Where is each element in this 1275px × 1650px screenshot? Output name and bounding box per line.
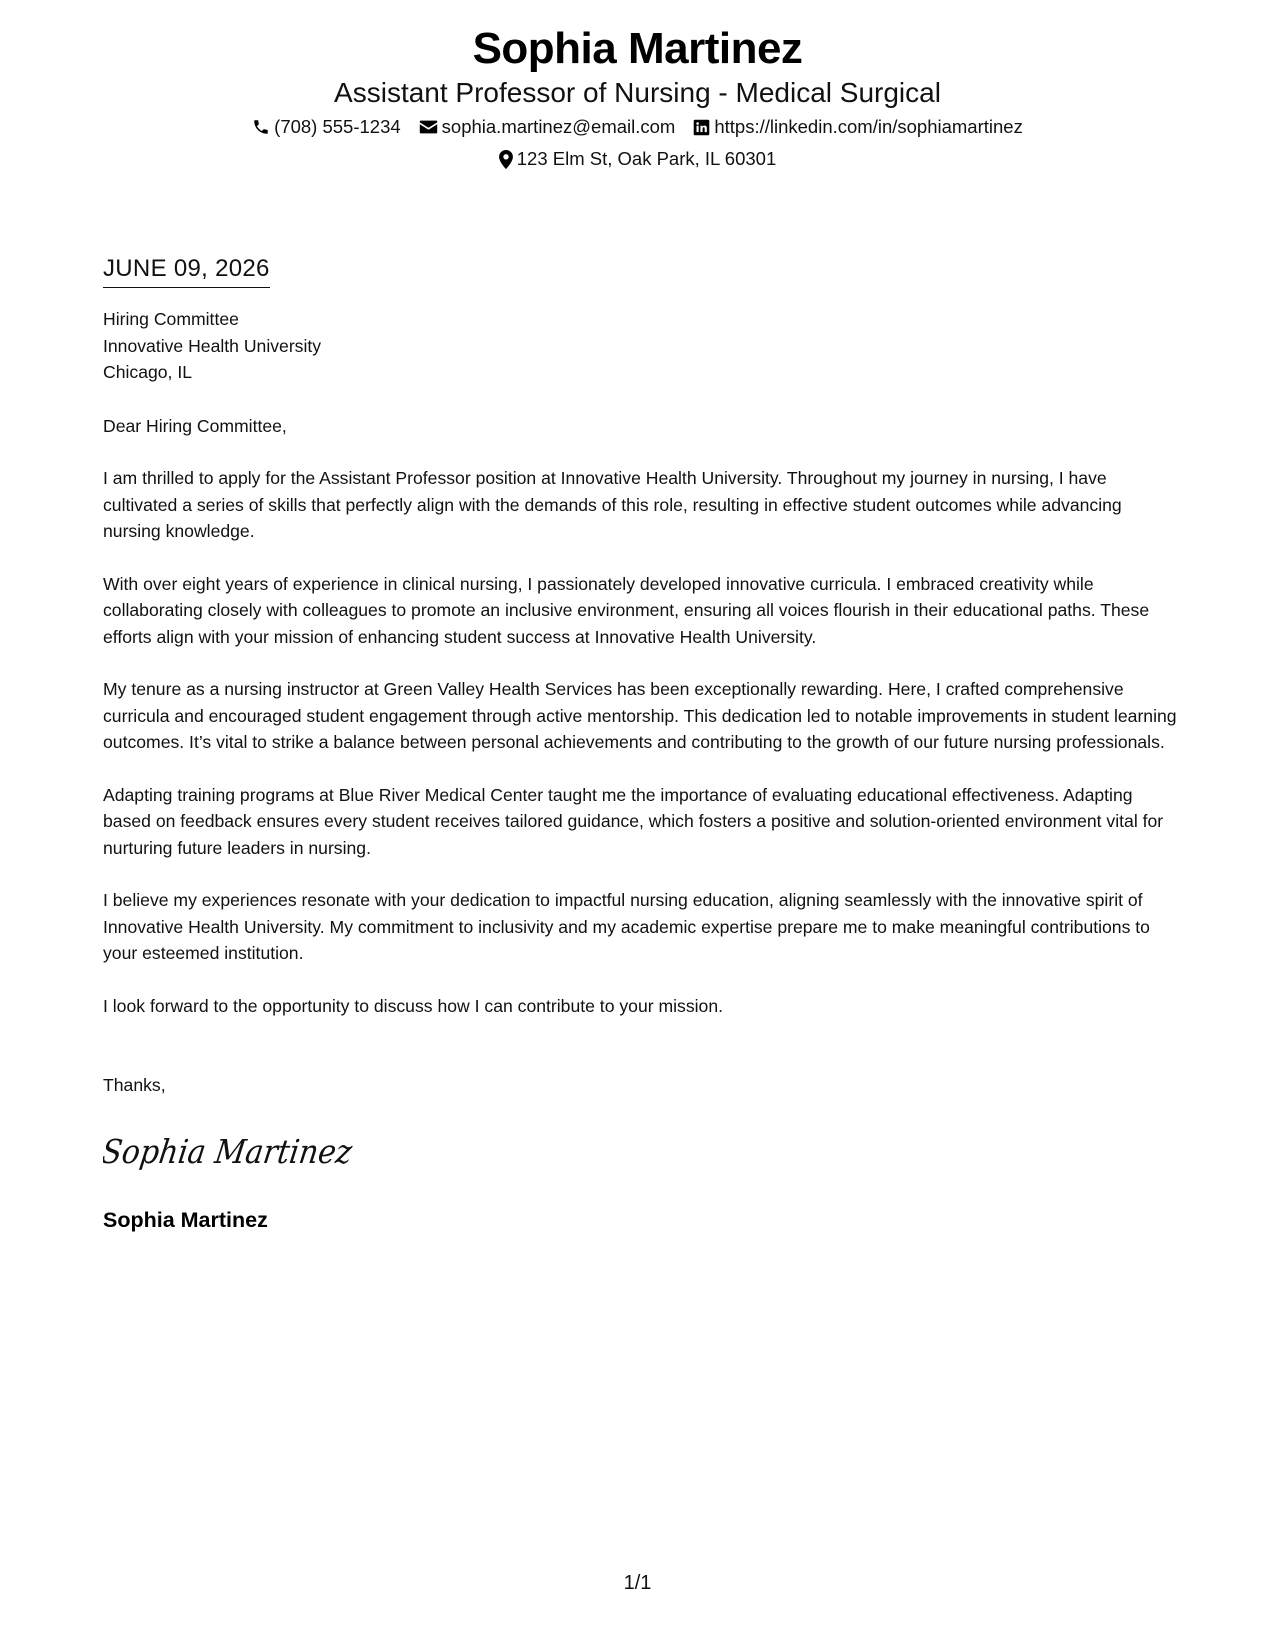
contact-linkedin[interactable] (693, 114, 1022, 140)
address-row (0, 146, 1275, 172)
recipient-line: Hiring Committee (103, 309, 239, 329)
recipient-block (103, 306, 1183, 386)
letter-header (0, 22, 1275, 172)
signer-name: Sophia Martinez (103, 1208, 268, 1232)
letter-body (103, 254, 1183, 1234)
salutation: Dear Hiring Committee, (103, 415, 287, 436)
recipient-line: Chicago, IL (103, 362, 192, 382)
contact-email[interactable] (419, 114, 676, 140)
envelope-icon (419, 119, 438, 135)
email-link[interactable]: sophia.martinez@email.com (441, 116, 676, 137)
body-paragraph: I believe my experiences resonate with your dedication to impactful nursing education, aligning seamlessly with the innovative spirit of Innovative Health University. My commitment to inclusivity and my academic expertise prepare me to make meaningful contributions to your esteemed institution. (103, 890, 1150, 963)
phone-icon (252, 118, 270, 136)
applicant-title: Assistant Professor of Nursing - Medical Surgical (334, 77, 941, 108)
body-paragraph: I look forward to the opportunity to discuss how I can contribute to your mission. (103, 995, 723, 1016)
address-text: 123 Elm St, Oak Park, IL 60301 (516, 148, 777, 169)
applicant-name: Sophia Martinez (472, 24, 803, 73)
body-paragraph: My tenure as a nursing instructor at Green Valley Health Services has been exceptionally rewarding. Here, I crafted comprehensive curricula and encouraged student engagement through active mentorship. This dedication led to notable improvements in student learning outcomes. It’s vital to strike a balance between personal achievements and contributing to the growth of our future nursing professionals. (103, 679, 1177, 752)
linkedin-link[interactable]: https://linkedin.com/in/sophiamartinez (714, 116, 1023, 137)
letter-date: JUNE 09, 2026 (103, 254, 270, 288)
signature-text: Sophia Martinez (103, 1131, 363, 1171)
contact-phone (252, 114, 401, 140)
body-paragraph: I am thrilled to apply for the Assistant Professor position at Innovative Health University. Throughout my journey in nursing, I have cultivated a series of skills that perfectly align with the demands of this role, resulting in effective student outcomes while advancing nursing knowledge. (103, 468, 1122, 541)
contact-address (499, 146, 776, 172)
linkedin-icon (693, 119, 710, 136)
body-paragraph: With over eight years of experience in clinical nursing, I passionately developed innovative curricula. I embraced creativity while collaborating closely with colleagues to promote an inclusive environment, ensuring all voices flourish in their educational paths. These efforts align with your mission of enhancing student success at Innovative Health University. (103, 573, 1150, 647)
page-number: 1/1 (623, 1572, 652, 1594)
map-pin-icon (499, 150, 513, 169)
signature-image (103, 1129, 363, 1175)
contact-row (0, 114, 1275, 140)
phone-text: (708) 555-1234 (274, 116, 401, 137)
recipient-line: Innovative Health University (103, 335, 322, 356)
body-paragraph: Adapting training programs at Blue River Medical Center taught me the importance of evaluating educational effectiveness. Adapting based on feedback ensures every student receives tailored guidance, which fosters a positive and solution-oriented environment vital for nurturing future leaders in nursing. (103, 784, 1164, 858)
closing: Thanks, (103, 1075, 166, 1095)
